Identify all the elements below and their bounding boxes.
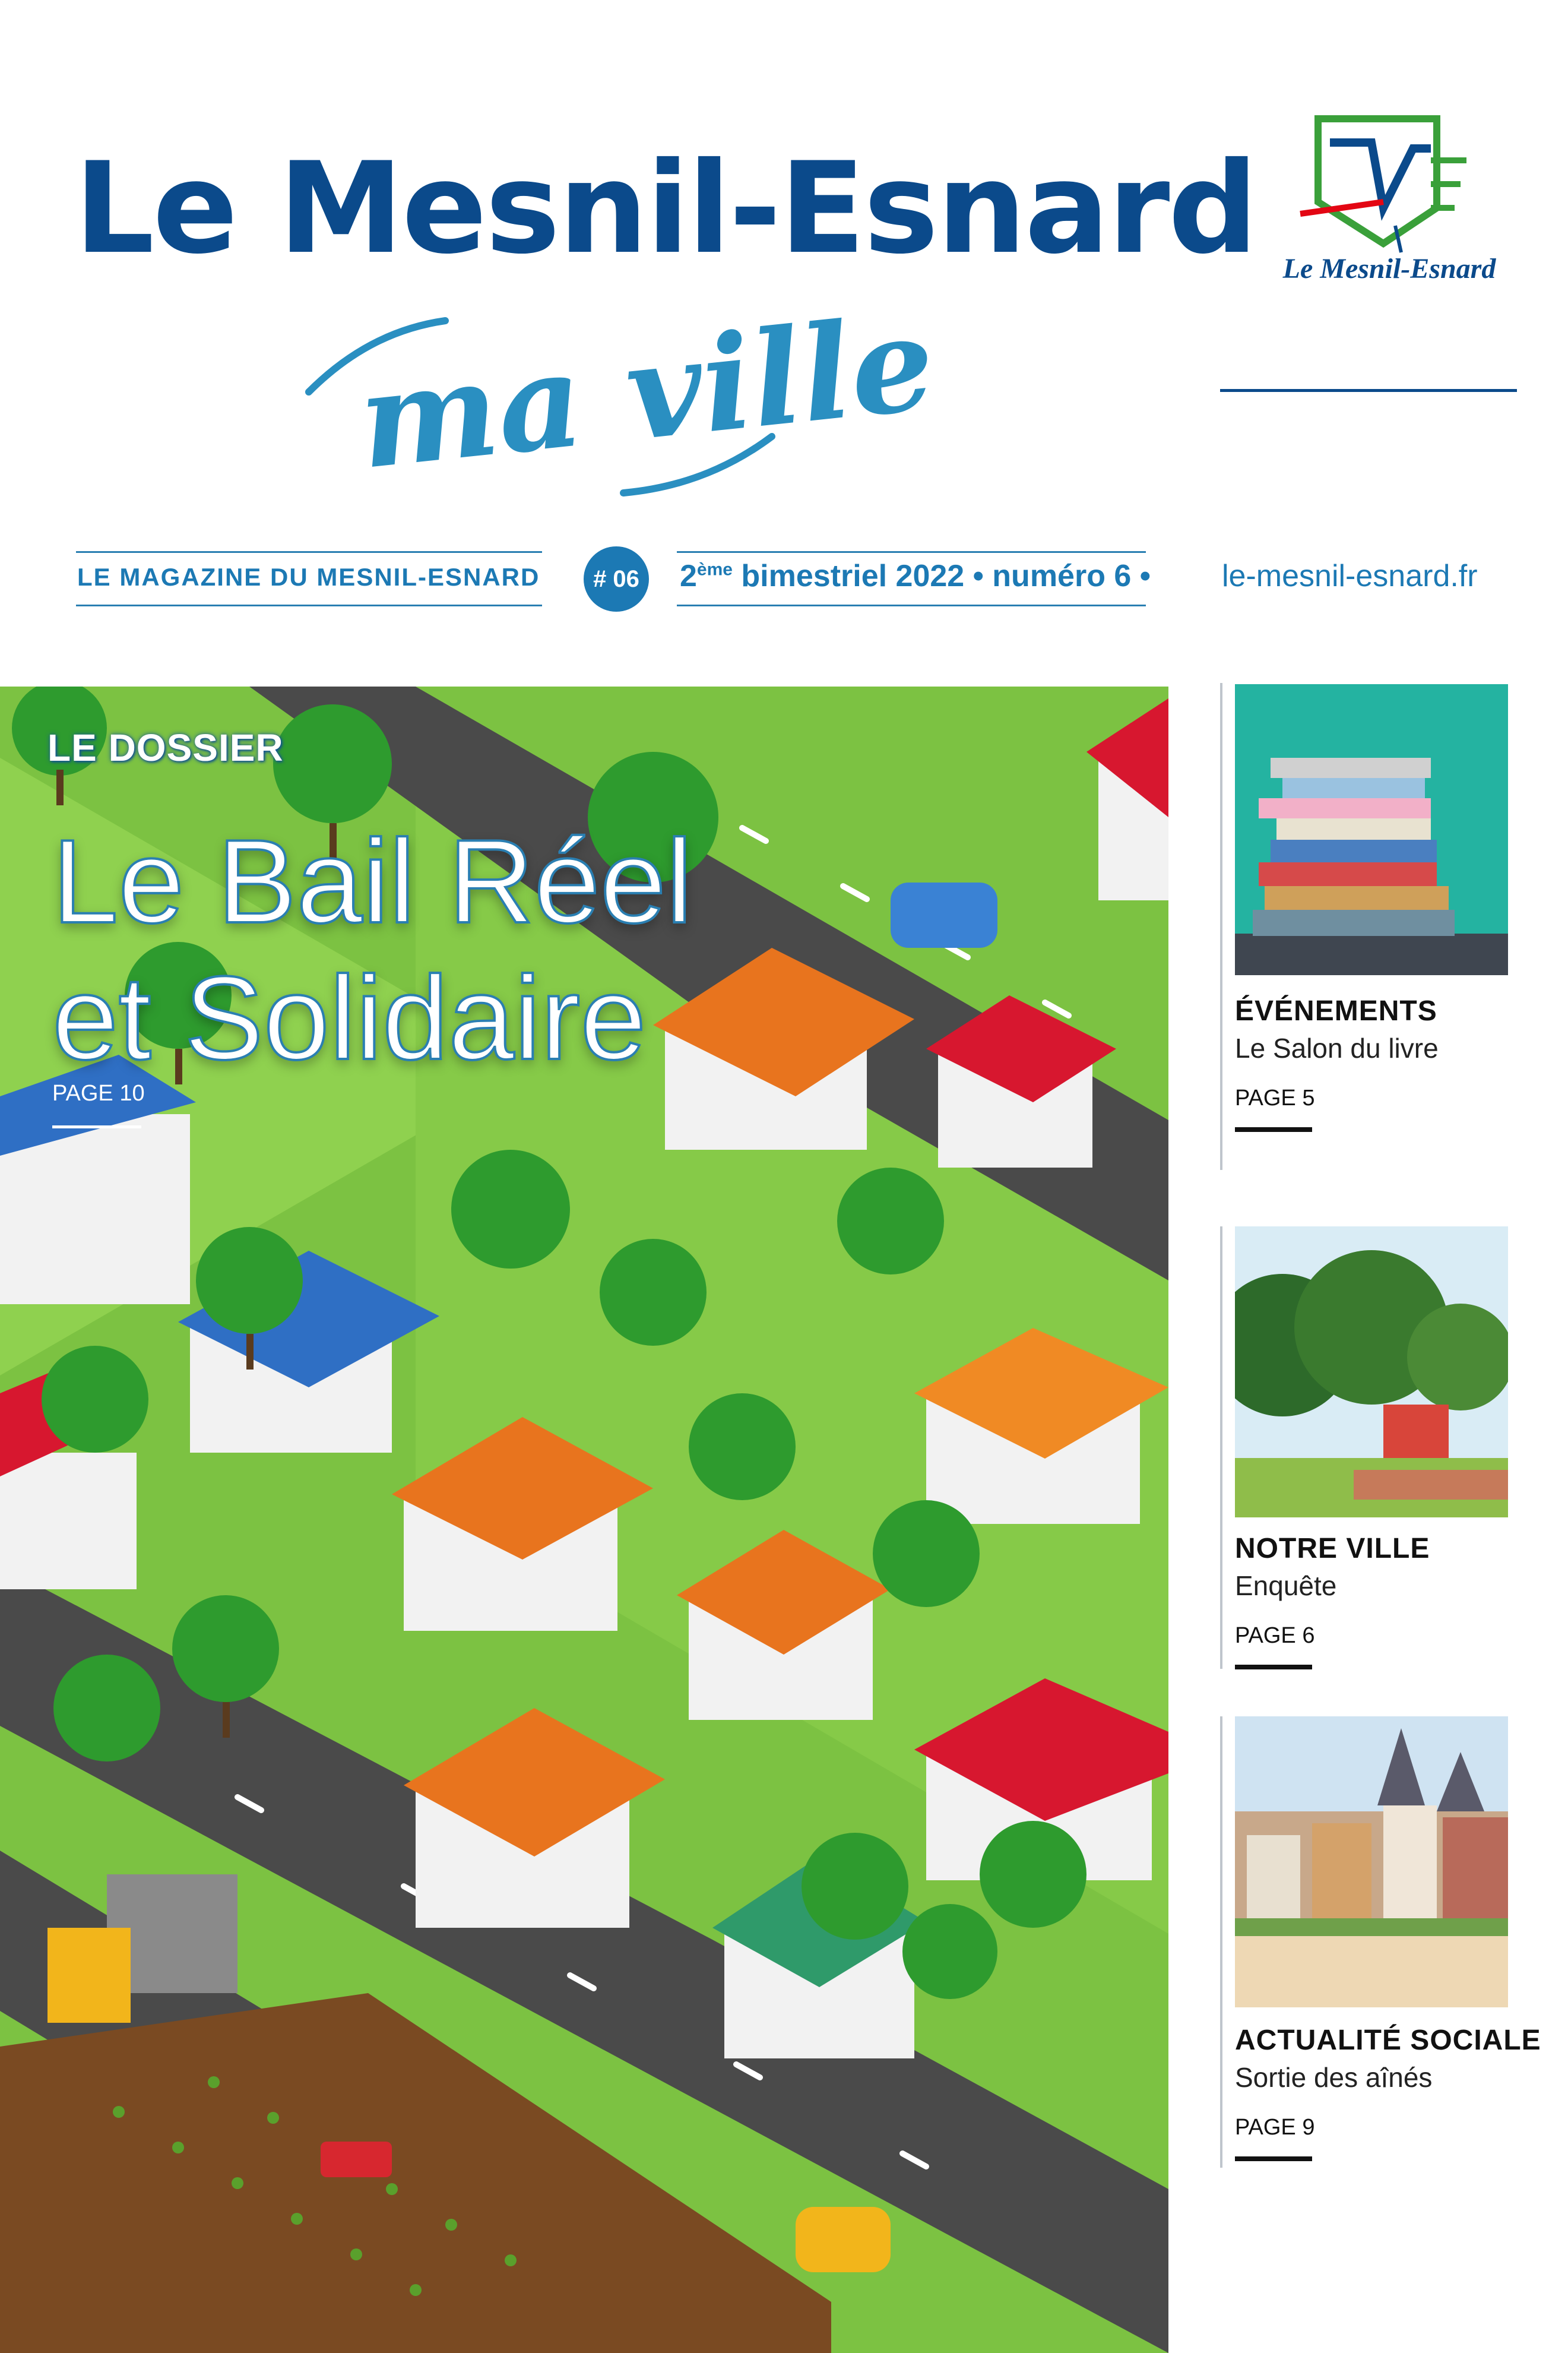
logo-wordmark: Le Mesnil-Esnard bbox=[1282, 253, 1496, 284]
issue-badge: # 06 bbox=[584, 546, 649, 612]
sidebar-underline bbox=[1235, 1665, 1312, 1669]
sidebar-thumb-books[interactable] bbox=[1235, 684, 1508, 975]
sidebar-category[interactable]: ACTUALITÉ SOCIALE bbox=[1235, 2025, 1541, 2056]
sidebar-page-ref: PAGE 9 bbox=[1235, 2115, 1315, 2140]
sidebar-category[interactable]: NOTRE VILLE bbox=[1235, 1533, 1430, 1564]
sidebar-subtitle: Le Salon du livre bbox=[1235, 1033, 1439, 1064]
band-rule-bottom-left bbox=[76, 605, 542, 606]
dossier-title[interactable]: Le Bail Réel et Solidaire bbox=[52, 815, 693, 1084]
dossier-tag: LE DOSSIER bbox=[47, 726, 284, 769]
website-link[interactable]: le-mesnil-esnard.fr bbox=[1222, 559, 1478, 593]
magazine-title: Le Mesnil-Esnard bbox=[74, 135, 1257, 282]
sidebar-underline bbox=[1235, 1127, 1312, 1132]
dossier-page-ref: PAGE 10 bbox=[52, 1081, 145, 1106]
sidebar-page-ref: PAGE 6 bbox=[1235, 1623, 1315, 1648]
sidebar-subtitle: Enquête bbox=[1235, 1570, 1337, 1601]
logo-divider bbox=[1220, 389, 1517, 392]
sidebar-page-ref: PAGE 5 bbox=[1235, 1086, 1315, 1111]
sidebar-divider bbox=[1220, 683, 1222, 1170]
band-rule-top-right bbox=[677, 551, 1146, 553]
band-rule-top-left bbox=[76, 551, 542, 553]
sidebar-category[interactable]: ÉVÉNEMENTS bbox=[1235, 995, 1437, 1027]
band-rule-bottom-right bbox=[677, 605, 1146, 606]
magazine-label: LE MAGAZINE DU MESNIL-ESNARD bbox=[77, 563, 540, 591]
seaside-image-icon bbox=[1235, 1716, 1508, 2007]
sidebar-divider bbox=[1220, 1716, 1222, 2168]
sidebar-thumb-seaside[interactable] bbox=[1235, 1716, 1508, 2007]
magazine-subtitle: ma ville bbox=[351, 284, 942, 498]
books-image-icon bbox=[1235, 684, 1508, 975]
issue-info: 2ème bimestriel 2022 • numéro 6 • bbox=[680, 559, 1151, 593]
sidebar-underline bbox=[1235, 2156, 1312, 2161]
park-image-icon bbox=[1235, 1226, 1508, 1517]
sidebar-subtitle: Sortie des aînés bbox=[1235, 2062, 1433, 2093]
dossier-underline bbox=[52, 1125, 141, 1128]
sidebar-thumb-park[interactable] bbox=[1235, 1226, 1508, 1517]
sidebar-divider bbox=[1220, 1226, 1222, 1669]
